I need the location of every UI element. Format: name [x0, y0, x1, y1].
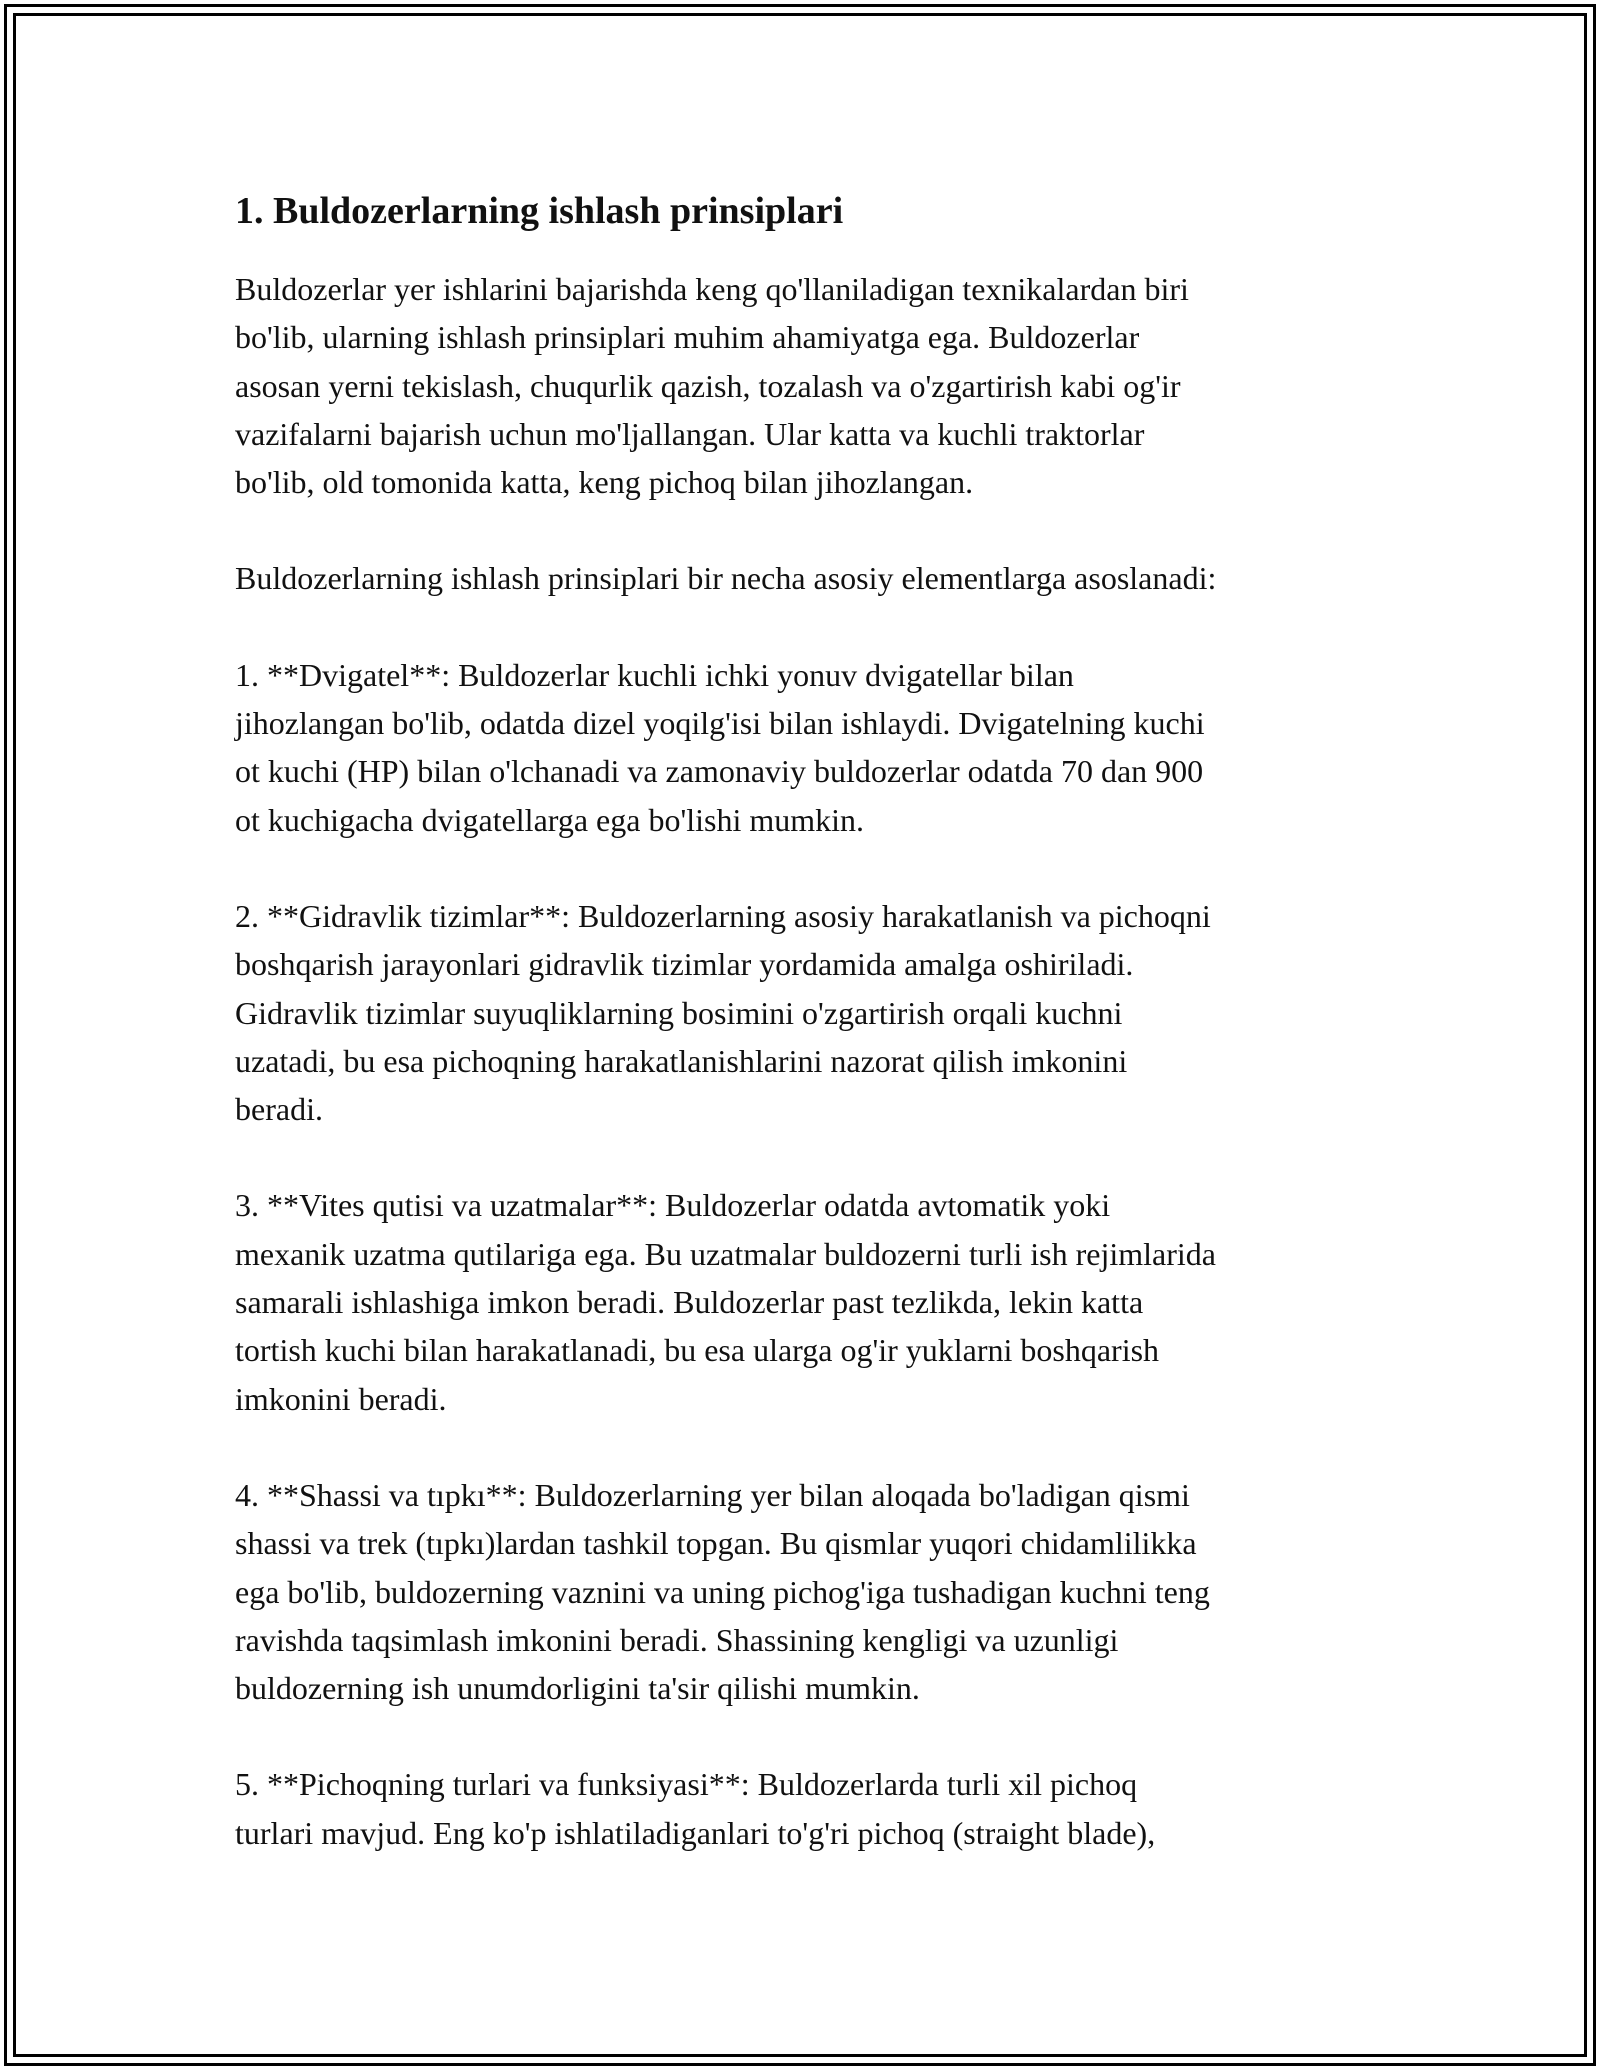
document-body	[235, 186, 1375, 1905]
text-line: samarali ishlashiga imkon beradi. Buldozerlar past tezlikda, lekin katta	[235, 1284, 1144, 1321]
paragraph-item-transmission	[235, 1181, 1375, 1422]
paragraph-item-blades	[235, 1760, 1375, 1857]
paragraph-intro	[235, 265, 1375, 506]
text-line: 2. **Gidravlik tizimlar**: Buldozerlarning asosiy harakatlanish va pichoqni	[235, 897, 1211, 934]
text-line: ega bo'lib, buldozerning vaznini va uning pichog'iga tushadigan kuchni teng	[235, 1573, 1210, 1610]
paragraph-item-chassis	[235, 1471, 1375, 1712]
paragraph-item-engine	[235, 651, 1375, 844]
text-line: buldozerning ish unumdorligini ta'sir qilishi mumkin.	[235, 1670, 920, 1707]
text-line: vazifalarni bajarish uchun mo'ljallangan. Ular katta va kuchli traktorlar	[235, 415, 1145, 452]
text-line: bo'lib, ularning ishlash prinsiplari muhim ahamiyatga ega. Buldozerlar	[235, 319, 1140, 356]
text-line: turlari mavjud. Eng ko'p ishlatiladiganlari to'g'ri pichoq (straight blade),	[235, 1814, 1156, 1851]
text-line: Buldozerlar yer ishlarini bajarishda keng qo'llaniladigan texnikalardan biri	[235, 271, 1189, 307]
text-line: beradi.	[235, 1091, 323, 1128]
text-line: shassi va trek (tıpkı)lardan tashkil topgan. Bu qismlar yuqori chidamlilikka	[235, 1525, 1197, 1562]
text-line: 3. **Vites qutisi va uzatmalar**: Buldozerlar odatda avtomatik yoki	[235, 1187, 1111, 1224]
text-line: bo'lib, old tomonida katta, keng pichoq bilan jihozlangan.	[235, 464, 974, 501]
text-line: 5. **Pichoqning turlari va funksiyasi**: Buldozerlarda turli xil pichoq	[235, 1766, 1138, 1803]
paragraph-item-hydraulics	[235, 892, 1375, 1133]
text-line: boshqarish jarayonlari gidravlik tizimlar yordamida amalga oshiriladi.	[235, 946, 1134, 983]
text-line: mexanik uzatma qutilariga ega. Bu uzatmalar buldozerni turli ish rejimlarida	[235, 1235, 1216, 1272]
text-line: asosan yerni tekislash, chuqurlik qazish, tozalash va o'zgartirish kabi og'ir	[235, 367, 1181, 404]
text-line: Buldozerlarning ishlash prinsiplari bir necha asosiy elementlarga asoslanadi:	[235, 560, 1217, 597]
text-line: 1. **Dvigatel**: Buldozerlar kuchli ichki yonuv dvigatellar bilan	[235, 656, 1074, 693]
text-line: ot kuchigacha dvigatellarga ega bo'lishi mumkin.	[235, 801, 865, 838]
text-line: ravishda taqsimlash imkonini beradi. Shassining kengligi va uzunligi	[235, 1621, 1119, 1658]
text-line: Gidravlik tizimlar suyuqliklarning bosimini o'zgartirish orqali kuchni	[235, 994, 1123, 1031]
text-line: 4. **Shassi va tıpkı**: Buldozerlarning yer bilan aloqada bo'ladigan qismi	[235, 1476, 1190, 1513]
text-line: uzatadi, bu esa pichoqning harakatlanishlarini nazorat qilish imkonini	[235, 1042, 1128, 1079]
text-line: tortish kuchi bilan harakatlanadi, bu esa ularga og'ir yuklarni boshqarish	[235, 1332, 1160, 1369]
paragraph-principles-lead	[235, 554, 1375, 602]
text-line: ot kuchi (HP) bilan o'lchanadi va zamonaviy buldozerlar odatda 70 dan 900	[235, 753, 1204, 790]
page-title: 1. Buldozerlarning ishlash prinsiplari	[235, 190, 844, 232]
text-line: imkonini beradi.	[235, 1380, 447, 1417]
text-line: jihozlangan bo'lib, odatda dizel yoqilg'isi bilan ishlaydi. Dvigatelning kuchi	[235, 705, 1205, 742]
